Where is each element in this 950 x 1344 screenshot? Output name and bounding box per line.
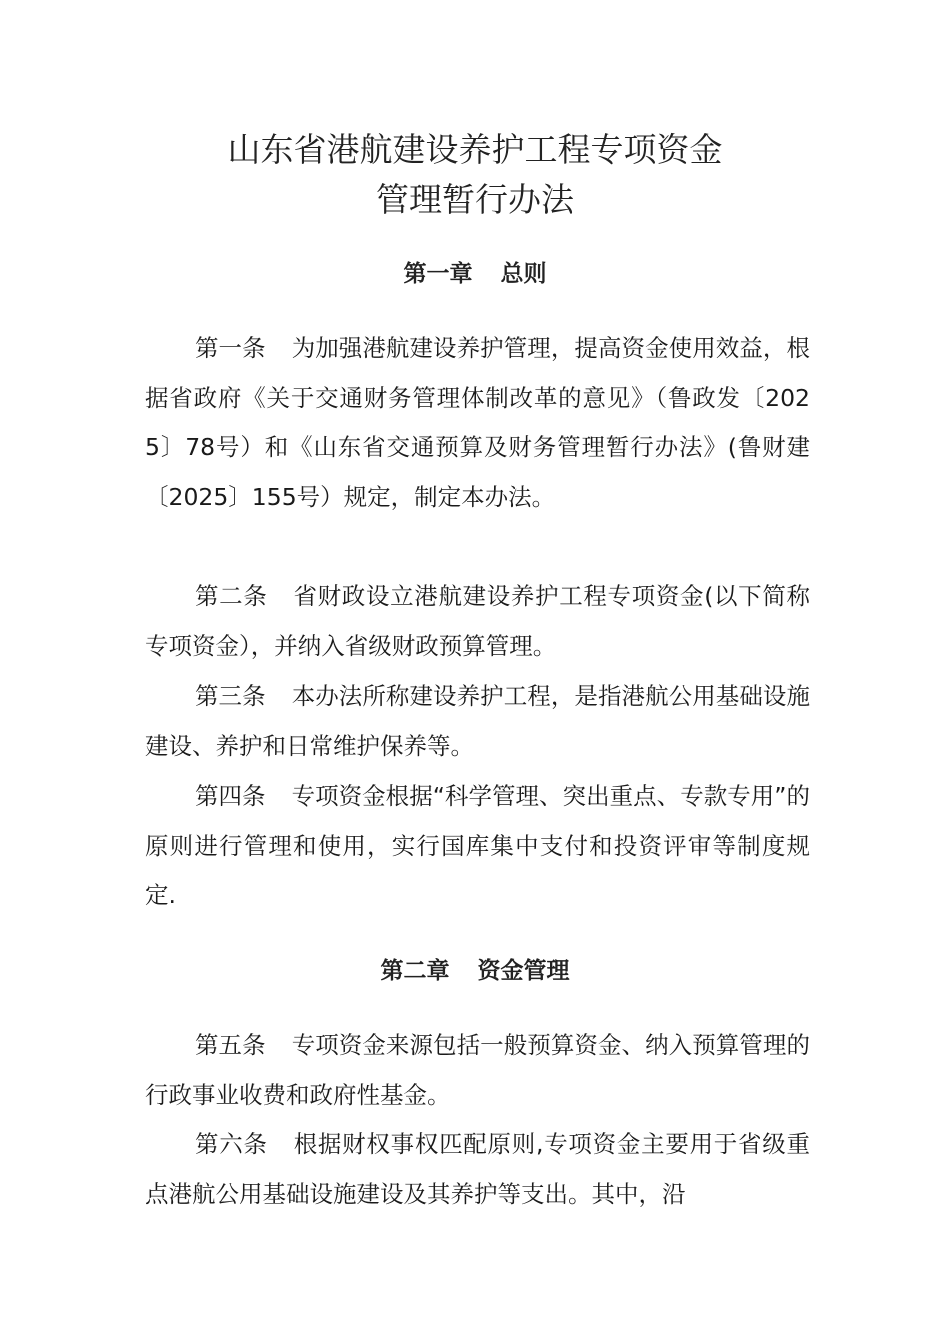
article-number: 第六条 [195,1130,268,1158]
article-6 [145,1120,810,1219]
chapter-name: 资金管理 [477,958,570,984]
document-title-line-1: 山东省港航建设养护工程专项资金 [227,130,723,169]
article-text: 根据财权事权匹配原则,专项资金主要用于省级重点港航公用基础设施建设及其养护等支出。其中，沿 [145,1130,810,1208]
article-number: 第四条 [195,782,266,810]
article-number: 第五条 [195,1031,266,1059]
article-4 [145,772,810,921]
article-5 [145,1021,810,1120]
article-2 [145,572,810,671]
chapter-name: 总则 [500,261,547,287]
chapter-heading-1 [0,258,950,290]
article-text: 专项资金来源包括一般预算资金、纳入预算管理的行政事业收费和政府性基金。 [145,1031,810,1109]
article-number: 第二条 [195,582,268,610]
article-number: 第一条 [195,334,266,362]
article-text: 为加强港航建设养护管理，提高资金使用效益，根据省政府《关于交通财务管理体制改革的意见》（鲁政发〔2025〕78号）和《山东省交通预算及财务管理暂行办法》(鲁财建〔2025〕155号）规定，制定本办法。 [145,334,810,511]
article-text: 省财政设立港航建设养护工程专项资金(以下简称专项资金），并纳入省级财政预算管理。 [145,582,811,660]
article-text: 专项资金根据“科学管理、突出重点、专款专用”的原则进行管理和使用，实行国库集中支付和投资评审等制度规定. [145,782,810,910]
article-1 [145,324,810,522]
document-title-line-2: 管理暂行办法 [376,180,574,219]
chapter-heading-2 [0,955,950,987]
article-number: 第三条 [195,682,266,710]
chapter-number: 第二章 [380,958,450,984]
article-text: 本办法所称建设养护工程，是指港航公用基础设施建设、养护和日常维护保养等。 [145,682,810,760]
article-3 [145,672,810,771]
chapter-number: 第一章 [403,261,473,287]
